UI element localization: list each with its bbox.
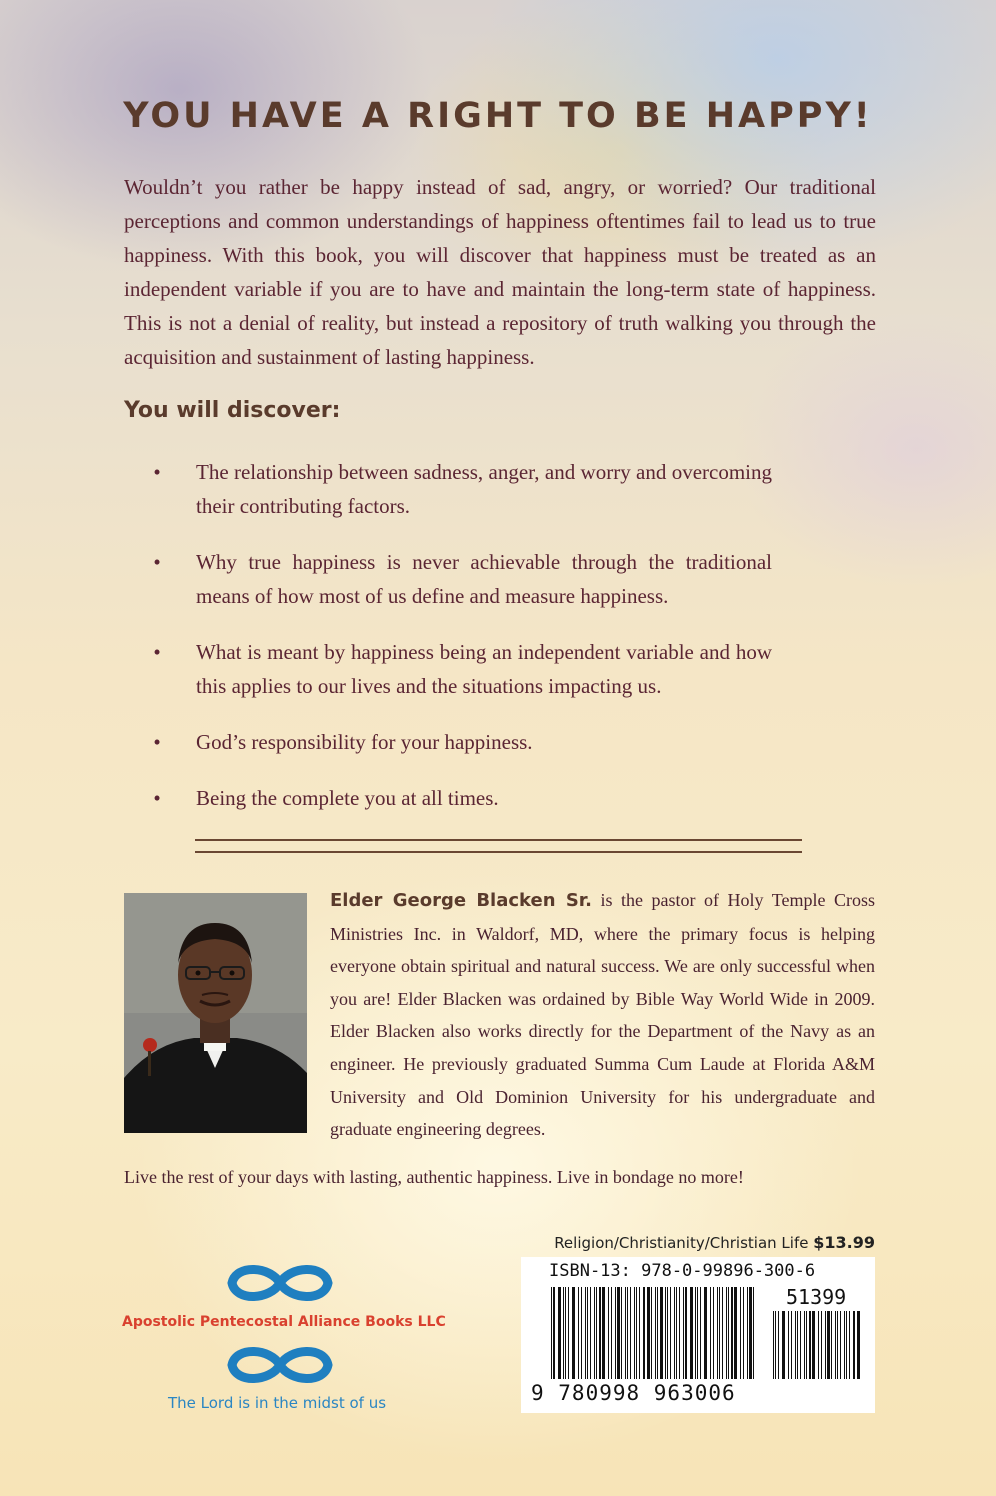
list-item — [152, 725, 772, 759]
divider-line-top — [195, 839, 802, 841]
list-item-text: Why true happiness is never achievable through the traditional means of how most of us define and measure happiness. — [196, 550, 772, 608]
price-code: 51399 — [786, 1285, 847, 1309]
price-label: $13.99 — [813, 1233, 875, 1252]
list-item-text: Being the complete you at all times. — [196, 786, 499, 810]
discover-heading: You will discover: — [124, 398, 341, 423]
list-item — [152, 455, 772, 523]
author-portrait-icon — [124, 893, 307, 1133]
ean-digits: 9 780998 963006 — [531, 1381, 736, 1405]
category-label: Religion/Christianity/Christian Life — [554, 1234, 809, 1252]
bullet-icon: • — [153, 460, 161, 484]
isbn-text: ISBN-13: 978-0-99896-300-6 — [549, 1261, 816, 1281]
closing-line: Live the rest of your days with lasting, authentic happiness. Live in bondage no more! — [124, 1167, 744, 1187]
list-item-text: The relationship between sadness, anger, and worry and overcoming their contributing factors. — [196, 460, 772, 518]
discover-list — [152, 455, 772, 815]
back-cover-title: YOU HAVE A RIGHT TO BE HAPPY! — [123, 96, 873, 136]
list-item — [152, 545, 772, 613]
author-photo — [124, 893, 307, 1133]
list-item-text: God’s responsibility for your happiness. — [196, 730, 533, 754]
publisher-tagline: The Lord is in the midst of us — [168, 1394, 387, 1412]
bullet-icon: • — [153, 640, 161, 664]
author-name: Elder George Blacken Sr. — [330, 890, 592, 911]
intro-paragraph: Wouldn’t you rather be happy instead of sad, angry, or worried? Our traditional perceptions and common understandings of happiness oftentimes fail to lead us to true happiness. With this book, you will discover that happiness must be treated as an independent variable if you are to have and maintain the long-term state of happiness. This is not a denial of reality, but instead a repository of truth walking you through the acquisition and sustainment of lasting happiness. — [124, 175, 876, 369]
infinity-icon — [218, 1340, 342, 1390]
barcode-box — [521, 1257, 875, 1413]
publisher-block — [122, 1258, 446, 1412]
divider-line-bottom — [195, 851, 802, 853]
list-item-text: What is meant by happiness being an independent variable and how this applies to our lives and the situations impacting us. — [196, 640, 772, 698]
list-item — [152, 635, 772, 703]
author-bio — [330, 884, 875, 1146]
book-category — [521, 1233, 875, 1252]
author-bio-text: is the pastor of Holy Temple Cross Ministries Inc. in Waldorf, MD, where the primary focus is helping everyone obtain spiritual and natural success. We are only successful when you are! Elder Blacken was ordained by Bible Way World Wide in 2009. Elder Blacken also works directly for the Department of the Navy as an engineer. He previously graduated Summa Cum Laude at Florida A&M University and Old Dominion University for his undergraduate and graduate engineering degrees. — [330, 890, 875, 1140]
bullet-icon: • — [153, 786, 161, 810]
publisher-name: Apostolic Pentecostal Alliance Books LLC — [122, 1314, 446, 1330]
infinity-icon — [218, 1258, 342, 1308]
bullet-icon: • — [153, 730, 161, 754]
list-item — [152, 781, 772, 815]
bullet-icon: • — [153, 550, 161, 574]
